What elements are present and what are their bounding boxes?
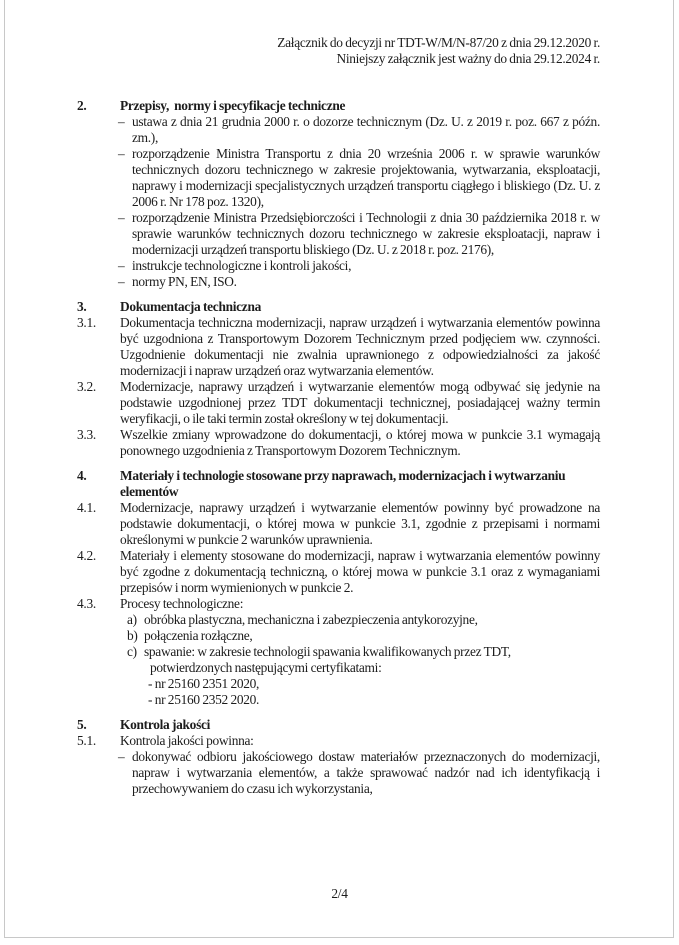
item-number: 3.2. — [77, 379, 96, 394]
item-text: Modernizacje, naprawy urządzeń i wytwarzanie elementów powinny być prowadzone na podstawie dokumentacji, o której mowa w punkcie 3.1, zgodnie z przepisami i normami określonymi w punkcie 2 warunków uprawnienia. — [120, 500, 600, 547]
letter-text: połączenia rozłączne, — [144, 628, 253, 643]
bullet-item — [118, 146, 600, 210]
bullet-dash: – — [118, 210, 125, 225]
numbered-item — [77, 500, 600, 548]
header-line-1: Załącznik do decyzji nr TDT-W/M/N-87/20 z dnia 29.12.2020 r. — [277, 35, 600, 50]
bullet-item — [118, 210, 600, 258]
numbered-item — [77, 427, 600, 459]
section-title: Materiały i technologie stosowane przy naprawach, modernizacjach i wytwarzaniu elementów — [120, 468, 568, 499]
item-text: Dokumentacja techniczna modernizacji, napraw urządzeń i wytwarzania elementów powinna być uzgodniona z Transportowym Dozorem Technicznym przed podjęciem ww. czynności. Uzgodnienie dokumentacji nie zwalnia uprawnionego z odpowiedzialności za jakość modernizacji i napraw urządzeń oraz wytwarzania elementów. — [120, 315, 600, 378]
bullet-text: ustawa z dnia 21 grudnia 2000 r. o dozorze technicznym (Dz. U. z 2019 r. poz. 667 z późn. zm.), — [132, 114, 600, 145]
bullet-text: instrukcje technologiczne i kontroli jakości, — [132, 258, 352, 273]
letter-label: b) — [127, 628, 138, 643]
section-5 — [77, 717, 600, 797]
letter-label: a) — [127, 612, 137, 627]
letter-item — [127, 628, 600, 644]
bullet-item — [118, 274, 600, 290]
item-text: Wszelkie zmiany wprowadzone do dokumentacji, o której mowa w punkcie 3.1 wymagają ponownego uzgodnienia z Transportowym Dozorem Technicznym. — [120, 427, 600, 458]
section-title: Dokumentacja techniczna — [120, 299, 261, 314]
section-2-heading — [77, 98, 600, 114]
numbered-item — [77, 379, 600, 427]
document-content — [77, 35, 600, 797]
bullet-dash: – — [118, 749, 125, 764]
bullet-item — [118, 114, 600, 146]
numbered-item — [77, 596, 600, 612]
letter-text: spawanie: w zakresie technologii spawania kwalifikowanych przez TDT, — [144, 644, 511, 659]
header-line-2: Niniejszy załącznik jest ważny do dnia 29.12.2024 r. — [336, 51, 600, 66]
letter-label: c) — [127, 644, 137, 659]
section-4-heading — [77, 468, 600, 500]
certificate-number: - nr 25160 2352 2020. — [148, 692, 260, 707]
section-5-heading — [77, 717, 600, 733]
item-number: 4.2. — [77, 548, 96, 563]
bullet-text: rozporządzenie Ministra Przedsiębiorczości i Technologii z dnia 30 października 2018 r. w sprawie warunków technicznych dozoru technicznego w zakresie eksploatacji, napraw i modernizacji urządzeń transportu bliskiego (Dz. U. z 2018 r. poz. 2176), — [132, 210, 600, 257]
numbered-item — [77, 733, 600, 749]
certificates-intro: potwierdzonych następującymi certyfikatami: — [150, 660, 382, 675]
section-3-heading — [77, 299, 600, 315]
bullet-item — [118, 258, 600, 274]
bullet-text: rozporządzenie Ministra Transportu z dnia 20 września 2006 r. w sprawie warunków technicznych dozoru technicznego w zakresie projektowania, wytwarzania, eksploatacji, naprawy i modernizacji specjalistycznych urządzeń transportu ciągłego i bliskiego (Dz. U. z 2006 r. Nr 178 poz. 1320), — [132, 146, 600, 209]
certificate-number: - nr 25160 2351 2020, — [148, 676, 260, 691]
numbered-item — [77, 315, 600, 379]
bullet-dash: – — [118, 258, 125, 273]
section-number: 5. — [77, 717, 87, 732]
item-text: Modernizacje, naprawy urządzeń i wytwarzanie elementów mogą odbywać się jedynie na podstawie uzgodnionej przez TDT dokumentacji technicznej, posiadającej ważny termin weryfikacji, o ile taki termin został określony w tej dokumentacji. — [120, 379, 600, 426]
item-number: 3.3. — [77, 427, 96, 442]
section-title: Kontrola jakości — [120, 717, 211, 732]
section-title: Przepisy, normy i specyfikacje techniczne — [120, 98, 346, 113]
item-number: 4.3. — [77, 596, 96, 611]
item-text: Kontrola jakości powinna: — [120, 733, 254, 748]
item-number: 4.1. — [77, 500, 96, 515]
item-text: Materiały i elementy stosowane do modernizacji, napraw i wytwarzania elementów powinny być zgodne z dokumentacją techniczną, o której mowa w punkcie 3.1 oraz z wymaganiami przepisów i norm wymienionych w punkcie 2. — [120, 548, 600, 595]
bullet-item — [118, 749, 600, 797]
letter-text: obróbka plastyczna, mechaniczna i zabezpieczenia antykorozyjne, — [144, 612, 478, 627]
section-number: 3. — [77, 299, 87, 314]
item-number: 3.1. — [77, 315, 96, 330]
bullet-text: dokonywać odbioru jakościowego dostaw materiałów przeznaczonych do modernizacji, napraw i wytwarzania elementów, a także sprawować nadzór nad ich identyfikacją i przechowywaniem do czasu ich wykorzystania, — [132, 749, 600, 796]
section-3 — [77, 299, 600, 459]
section-number: 2. — [77, 98, 87, 113]
letter-item — [127, 612, 600, 628]
item-text: Procesy technologiczne: — [120, 596, 244, 611]
bullet-dash: – — [118, 146, 125, 161]
bullet-dash: – — [118, 114, 125, 129]
section-2 — [77, 98, 600, 290]
section-4 — [77, 468, 600, 708]
item-number: 5.1. — [77, 733, 96, 748]
document-header — [77, 35, 600, 67]
footer-page-number: 2/4 — [331, 886, 348, 901]
bullet-dash: – — [118, 274, 125, 289]
numbered-item — [77, 548, 600, 596]
section-number: 4. — [77, 468, 87, 483]
letter-item — [127, 644, 600, 660]
bullet-text: normy PN, EN, ISO. — [132, 274, 237, 289]
